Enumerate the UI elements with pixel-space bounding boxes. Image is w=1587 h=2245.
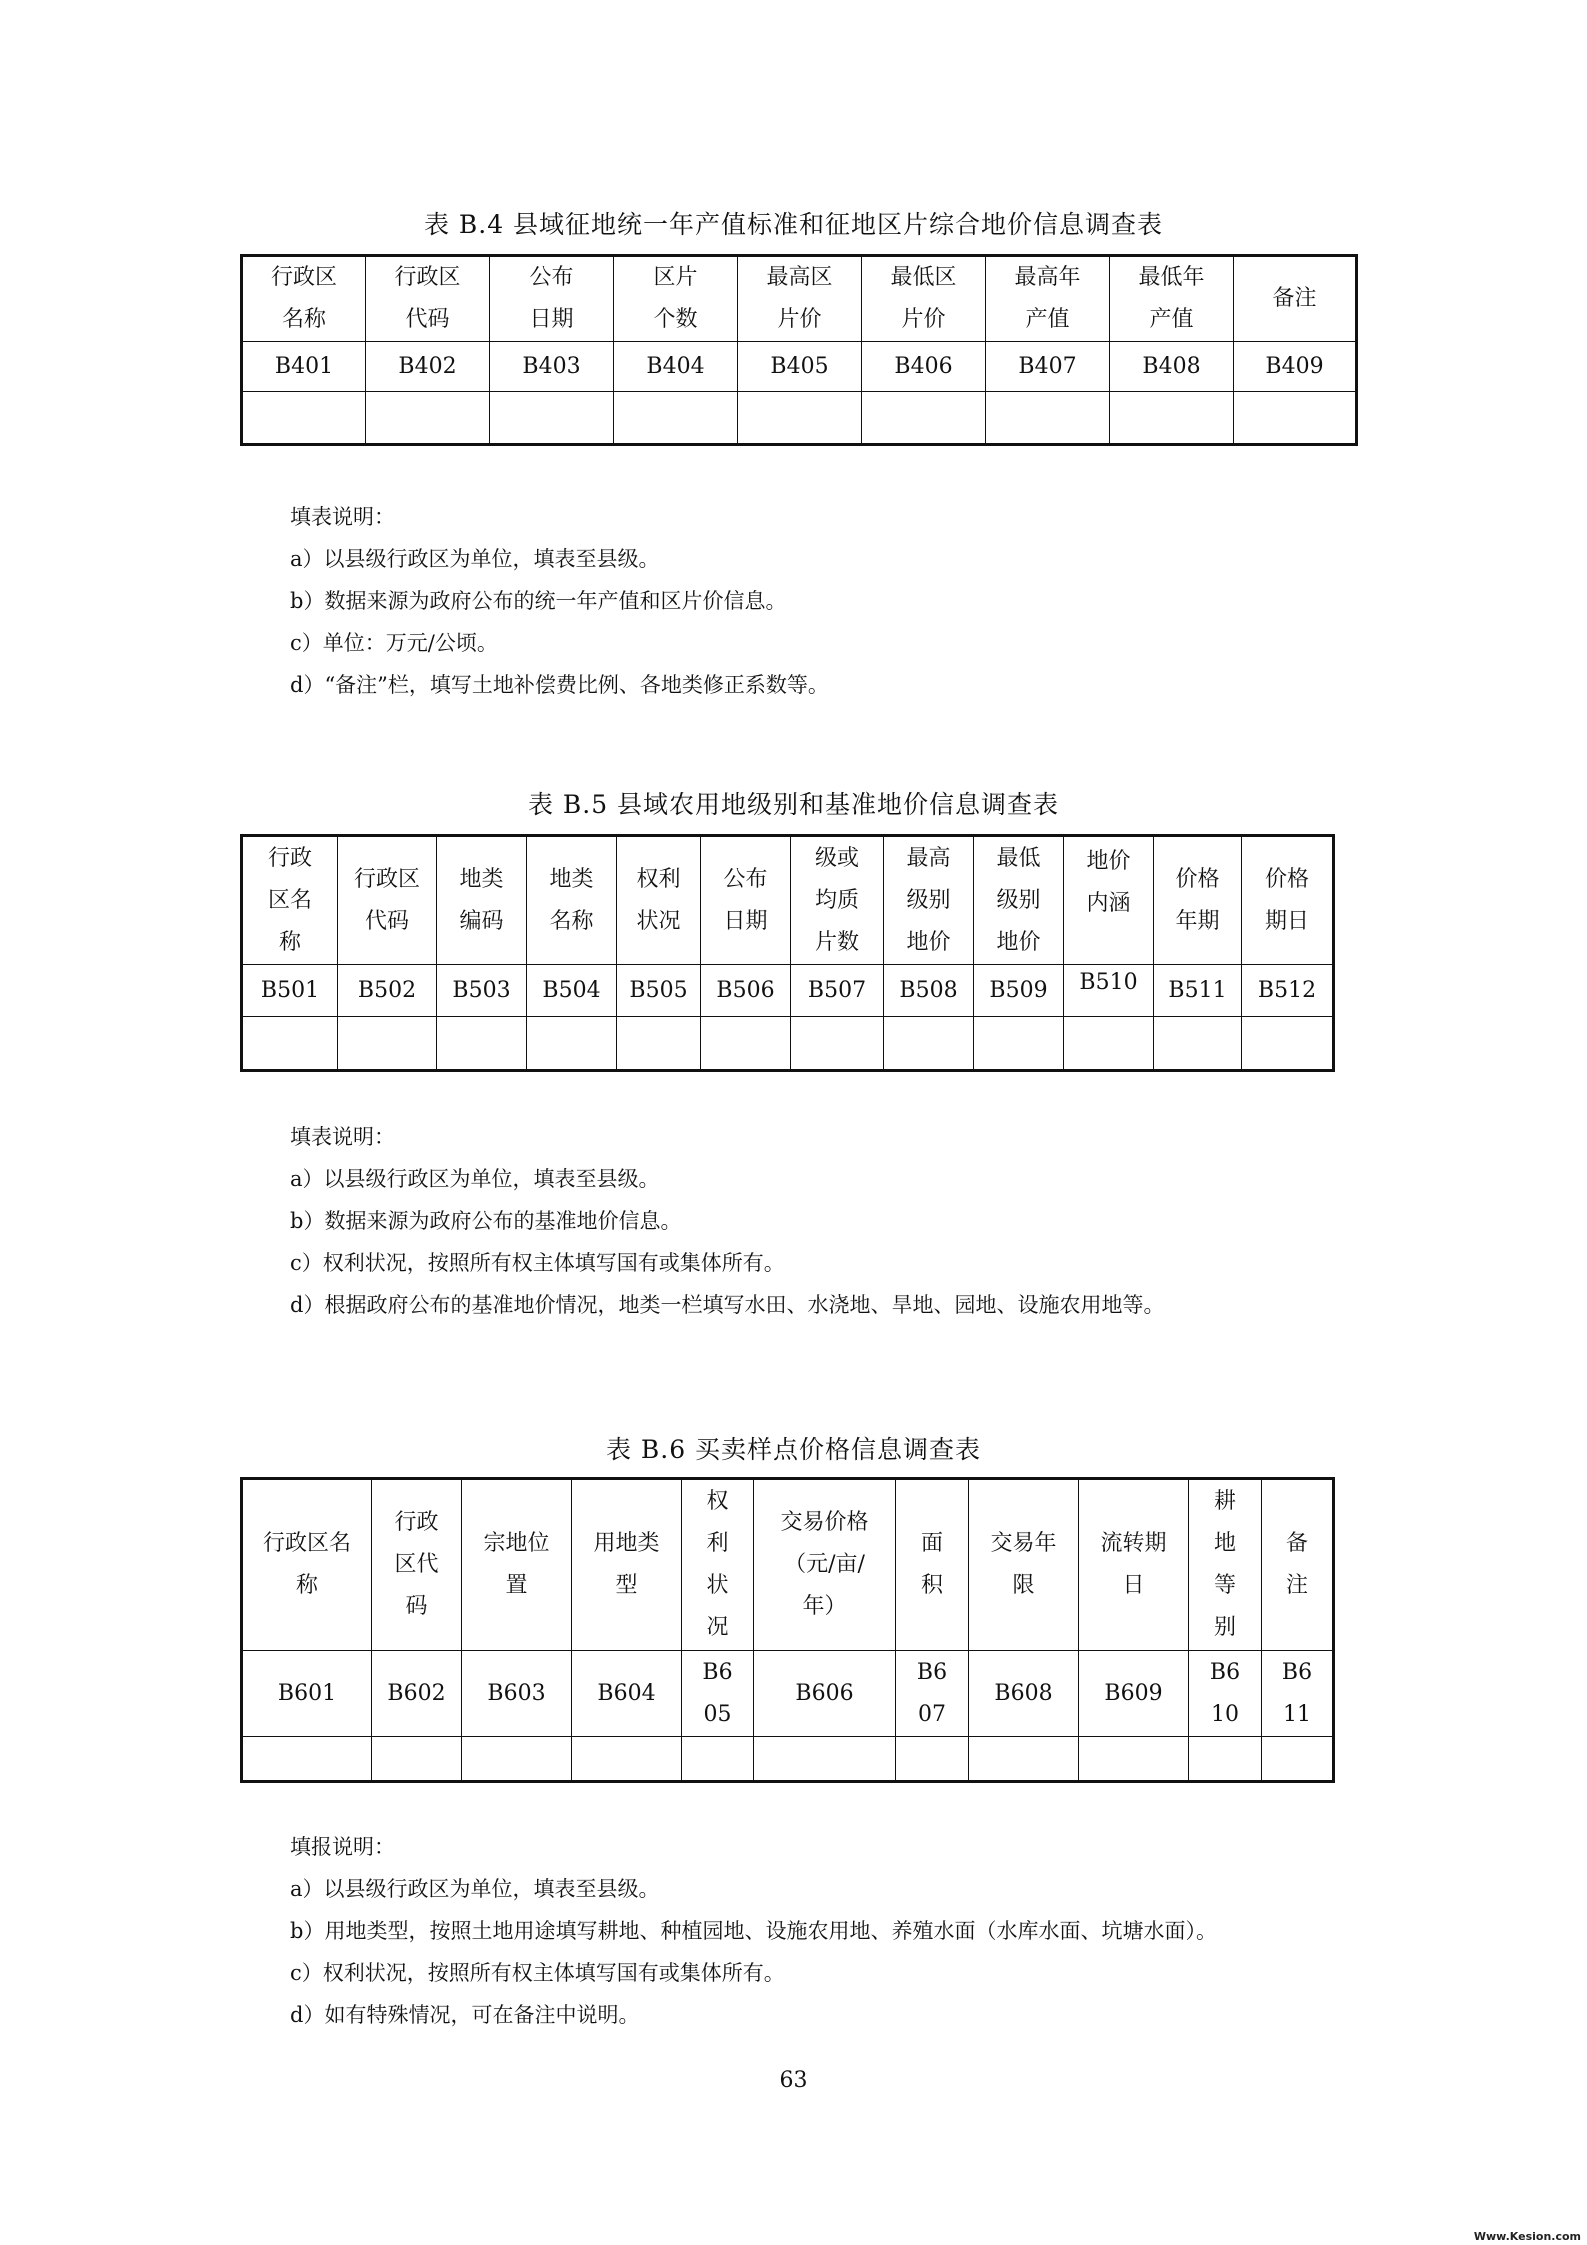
b6-header-text: 面积 <box>920 1531 943 1598</box>
b5-c11: B512 <box>1242 965 1334 1017</box>
b5-note-d: d）根据政府公布的基准地价情况，地类一栏填写水田、水浇地、旱地、园地、设施农用地等。 <box>290 1293 1165 1317</box>
b6-code-text: B607 <box>916 1659 948 1727</box>
b5-h7 <box>884 836 974 965</box>
b6-h4 <box>682 1479 754 1651</box>
b5-empty-cell <box>1242 1017 1334 1071</box>
b5-c7: B508 <box>884 965 974 1017</box>
b5-h0 <box>242 836 338 965</box>
b5-empty-cell <box>701 1017 791 1071</box>
b5-c4: B505 <box>617 965 701 1017</box>
b6-h6 <box>896 1479 969 1651</box>
b5-empty-cell <box>974 1017 1064 1071</box>
b5-h1 <box>338 836 437 965</box>
b5-h8 <box>974 836 1064 965</box>
table-b6-header-row <box>242 1479 1334 1651</box>
table-b4-code-row <box>242 342 1357 392</box>
b5-header-text: 行政区代码 <box>353 866 420 934</box>
b5-header-text: 权利状况 <box>636 866 681 934</box>
table-b5-code-row <box>242 965 1334 1017</box>
b5-note-c: c）权利状况，按照所有权主体填写国有或集体所有。 <box>290 1251 785 1275</box>
b4-note-d: d）“备注”栏，填写土地补偿费比例、各地类修正系数等。 <box>290 673 829 697</box>
b4-c4: B405 <box>738 342 862 392</box>
b6-c1: B602 <box>372 1651 462 1737</box>
b6-header-text: 流转期日 <box>1100 1531 1167 1598</box>
b5-c10: B511 <box>1154 965 1242 1017</box>
b5-h9 <box>1064 836 1154 965</box>
table-b4-title: 表 B.4 县域征地统一年产值标准和征地区片综合地价信息调查表 <box>423 210 1164 239</box>
b6-empty-cell <box>1189 1737 1262 1782</box>
b4-h8 <box>1234 256 1357 342</box>
b5-empty-cell <box>1154 1017 1242 1071</box>
b4-header-text: 最高年产值 <box>1014 265 1081 332</box>
b6-h3 <box>572 1479 682 1651</box>
b6-header-text: 交易年限 <box>990 1531 1057 1598</box>
b4-c8: B409 <box>1234 342 1357 392</box>
b5-h6 <box>791 836 884 965</box>
table-b4-header-row <box>242 256 1357 342</box>
b6-h2 <box>462 1479 572 1651</box>
b6-code-text: B610 <box>1209 1659 1241 1727</box>
b5-header-text: 地类名称 <box>549 866 594 934</box>
b4-header-text: 行政区代码 <box>394 265 461 332</box>
b6-empty-cell <box>242 1737 372 1782</box>
b4-h4 <box>738 256 862 342</box>
b4-c6: B407 <box>986 342 1110 392</box>
b5-empty-cell <box>527 1017 617 1071</box>
b6-empty-cell <box>682 1737 754 1782</box>
b4-header-text: 最高区片价 <box>766 265 833 332</box>
b5-c8: B509 <box>974 965 1064 1017</box>
b6-note-b: b）用地类型，按照土地用途填写耕地、种植园地、设施农用地、养殖水面（水库水面、坑塘水面）。 <box>290 1919 1217 1943</box>
b4-h1 <box>366 256 490 342</box>
b6-empty-cell <box>572 1737 682 1782</box>
b5-header-text: 地类编码 <box>459 866 504 934</box>
b6-header-text: 行政区代码 <box>394 1510 439 1619</box>
b4-note-c: c）单位：万元/公顷。 <box>290 631 498 655</box>
b4-note-a: a）以县级行政区为单位，填表至县级。 <box>290 547 660 571</box>
b5-header-text: 价格年期 <box>1175 866 1220 934</box>
b5-header-text: 公布日期 <box>723 866 768 934</box>
b5-header-text: 级或均质片数 <box>814 845 859 955</box>
b4-c5: B406 <box>862 342 986 392</box>
b4-note-b: b）数据来源为政府公布的统一年产值和区片价信息。 <box>290 589 787 613</box>
b4-header-text: 最低年产值 <box>1138 265 1205 332</box>
b4-h0 <box>242 256 366 342</box>
b5-empty-cell <box>437 1017 527 1071</box>
b4-h2 <box>490 256 614 342</box>
b5-header-text: 最高级别地价 <box>906 845 951 955</box>
b5-h11 <box>1242 836 1334 965</box>
b5-c3: B504 <box>527 965 617 1017</box>
b4-empty-cell <box>738 392 862 445</box>
b5-header-text: 行政区名称 <box>267 845 312 955</box>
b6-empty-cell <box>1079 1737 1189 1782</box>
b6-h10 <box>1262 1479 1334 1651</box>
b4-empty-cell <box>862 392 986 445</box>
b5-empty-cell <box>242 1017 338 1071</box>
b6-code-text: B605 <box>702 1659 733 1727</box>
b5-h5 <box>701 836 791 965</box>
table-b5-title: 表 B.5 县域农用地级别和基准地价信息调查表 <box>527 790 1060 819</box>
b6-header-text: 行政区名称 <box>262 1531 351 1598</box>
b6-c7: B608 <box>969 1651 1079 1737</box>
b4-empty-cell <box>242 392 366 445</box>
b4-h6 <box>986 256 1110 342</box>
b4-empty-cell <box>614 392 738 445</box>
b6-c6 <box>896 1651 969 1737</box>
b5-h2 <box>437 836 527 965</box>
b4-header-text: 公布日期 <box>529 265 574 332</box>
b5-empty-cell <box>617 1017 701 1071</box>
b4-empty-cell <box>366 392 490 445</box>
b6-note-d: d）如有特殊情况，可在备注中说明。 <box>290 2003 640 2027</box>
table-b4 <box>240 254 1358 446</box>
b5-empty-cell <box>1064 1017 1154 1071</box>
b6-c5: B606 <box>754 1651 896 1737</box>
b6-header-text: 交易价格（元/亩/年） <box>780 1510 869 1619</box>
b5-h4 <box>617 836 701 965</box>
table-b6-notes <box>290 1826 1440 2036</box>
b6-c8: B609 <box>1079 1651 1189 1737</box>
b6-h0 <box>242 1479 372 1651</box>
table-b6-title: 表 B.6 买卖样点价格信息调查表 <box>605 1435 982 1464</box>
b5-empty-cell <box>791 1017 884 1071</box>
table-b6-code-row <box>242 1651 1334 1737</box>
b6-empty-cell <box>462 1737 572 1782</box>
table-b4-empty-row <box>242 392 1357 445</box>
b6-header-text: 权利状况 <box>706 1489 729 1640</box>
b4-h7 <box>1110 256 1234 342</box>
b5-c0: B501 <box>242 965 338 1017</box>
b6-h9 <box>1189 1479 1262 1651</box>
b4-c0: B401 <box>242 342 366 392</box>
b4-note-heading: 填表说明： <box>290 505 395 529</box>
b6-c3: B604 <box>572 1651 682 1737</box>
b5-h10 <box>1154 836 1242 965</box>
table-b5-header-row <box>242 836 1334 965</box>
b6-h5 <box>754 1479 896 1651</box>
b4-c2: B403 <box>490 342 614 392</box>
b6-empty-cell <box>969 1737 1079 1782</box>
table-b6-empty-row <box>242 1737 1334 1782</box>
b5-note-heading: 填表说明： <box>290 1125 395 1149</box>
b6-code-text: B611 <box>1281 1659 1313 1727</box>
b5-note-b: b）数据来源为政府公布的基准地价信息。 <box>290 1209 682 1233</box>
b6-note-heading: 填报说明： <box>290 1835 395 1859</box>
b4-empty-cell <box>1234 392 1357 445</box>
watermark: Www.Kesion.com <box>1473 2230 1581 2243</box>
b6-header-text: 宗地位置 <box>483 1531 550 1598</box>
b4-c3: B404 <box>614 342 738 392</box>
b6-empty-cell <box>896 1737 969 1782</box>
b6-c2: B603 <box>462 1651 572 1737</box>
b5-header-text: 价格期日 <box>1264 866 1309 934</box>
b5-c6: B507 <box>791 965 884 1017</box>
b4-header-text: 行政区名称 <box>270 265 337 332</box>
b4-header-text: 最低区片价 <box>890 265 957 332</box>
b6-note-c: c）权利状况，按照所有权主体填写国有或集体所有。 <box>290 1961 785 1985</box>
b6-h8 <box>1079 1479 1189 1651</box>
b5-header-text: 地价内涵 <box>1086 849 1131 916</box>
b5-c9: B510 <box>1064 965 1154 1017</box>
b6-h1 <box>372 1479 462 1651</box>
table-b6 <box>240 1477 1335 1783</box>
b5-c1: B502 <box>338 965 437 1017</box>
b4-empty-cell <box>986 392 1110 445</box>
table-b4-notes <box>290 496 1440 706</box>
b6-h7 <box>969 1479 1079 1651</box>
b4-h3 <box>614 256 738 342</box>
b5-header-text: 最低级别地价 <box>996 845 1041 955</box>
b6-c0: B601 <box>242 1651 372 1737</box>
b5-note-a: a）以县级行政区为单位，填表至县级。 <box>290 1167 660 1191</box>
b6-header-text: 用地类型 <box>593 1531 660 1598</box>
table-b5-empty-row <box>242 1017 1334 1071</box>
b4-h5 <box>862 256 986 342</box>
b6-c10 <box>1262 1651 1334 1737</box>
b5-c2: B503 <box>437 965 527 1017</box>
b5-c5: B506 <box>701 965 791 1017</box>
b6-empty-cell <box>1262 1737 1334 1782</box>
table-b5-notes <box>290 1116 1440 1326</box>
b4-c1: B402 <box>366 342 490 392</box>
b6-empty-cell <box>372 1737 462 1782</box>
b6-note-a: a）以县级行政区为单位，填表至县级。 <box>290 1877 660 1901</box>
b4-empty-cell <box>1110 392 1234 445</box>
b6-empty-cell <box>754 1737 896 1782</box>
page-number: 63 <box>779 2068 808 2093</box>
b6-c4 <box>682 1651 754 1737</box>
b4-empty-cell <box>490 392 614 445</box>
b4-header-text: 备注 <box>1272 286 1317 311</box>
b5-h3 <box>527 836 617 965</box>
b6-c9 <box>1189 1651 1262 1737</box>
b5-empty-cell <box>884 1017 974 1071</box>
b6-header-text: 耕地等别 <box>1213 1489 1236 1640</box>
b4-header-text: 区片个数 <box>653 265 698 332</box>
b5-empty-cell <box>338 1017 437 1071</box>
table-b5 <box>240 834 1335 1072</box>
b6-header-text: 备注 <box>1285 1531 1308 1598</box>
b4-c7: B408 <box>1110 342 1234 392</box>
